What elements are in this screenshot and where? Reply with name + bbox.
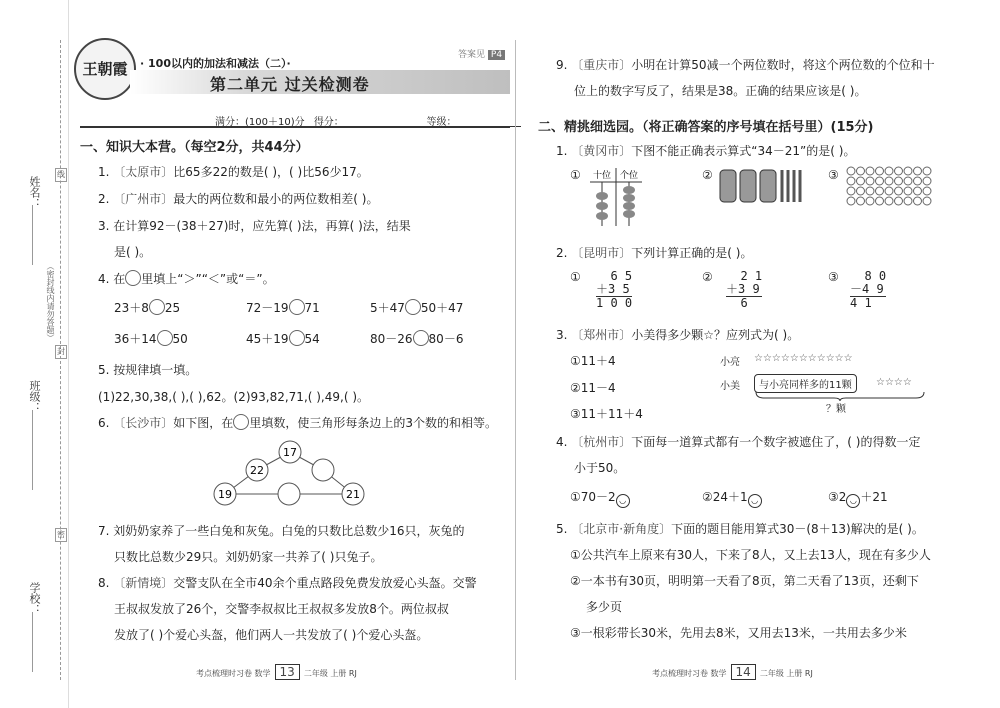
r4-opt3-tail: ＋21: [860, 490, 888, 504]
brand-logo: 王朝霞: [74, 38, 136, 100]
dots-picture: [846, 166, 936, 210]
r4-opt1-text: ①70－2: [570, 490, 616, 504]
footer-grade: 二年级 上册 RJ: [303, 669, 357, 678]
compare-left: 5＋47: [370, 301, 405, 315]
page-divider: [515, 40, 516, 680]
dot: [876, 177, 884, 185]
q2-text: 最大的两位数和最小的两位数相差( )。: [173, 192, 379, 206]
calc-mid: 3 5: [608, 282, 630, 296]
compare-item-1: [114, 299, 180, 316]
q6-text-b: 里填数，使三角形每条边上的3个数的和相等。: [249, 416, 497, 430]
calc-result: 6: [726, 296, 748, 310]
dot: [895, 177, 903, 185]
r4-option-1: [570, 488, 630, 508]
r2-text: 下列计算正确的是( )。: [631, 246, 753, 260]
dot: [885, 187, 893, 195]
abacus-tens-label: 十位: [592, 171, 612, 181]
q9-text-a: 小明在计算50减一个两位数时，将这个两位数的个位和十: [631, 58, 935, 72]
dot: [847, 167, 855, 175]
dot: [923, 197, 931, 205]
dot: [885, 197, 893, 205]
question-7-line-1: 7. 刘奶奶家养了一些白兔和灰兔。白兔的只数比总数少16只，灰兔的: [98, 524, 465, 538]
school-label: 学校：: [28, 582, 41, 615]
calc-top: 2 1: [726, 269, 763, 283]
choice-question-1: [556, 142, 855, 159]
q9-tag: 〔重庆市〕: [571, 58, 632, 72]
choice-question-2: [556, 244, 752, 261]
q2-tag: 〔广州市〕: [113, 192, 174, 206]
calc-result: 1 0 0: [596, 296, 633, 310]
compare-circle[interactable]: [289, 299, 305, 315]
dots-grid: [847, 167, 931, 205]
dot: [914, 197, 922, 205]
school-line: [32, 612, 33, 672]
question-7-line-2: 只数比总数少29只。刘奶奶家一共养了( )只兔子。: [114, 550, 383, 564]
r5-option-2-line-2: 多少页: [586, 600, 623, 614]
smiley-icon: ◡: [748, 494, 762, 508]
compare-circle[interactable]: [413, 330, 429, 346]
calc-top: 6 5: [596, 269, 633, 283]
triangle-diagram: [205, 436, 375, 516]
r4-number: 4.: [556, 435, 568, 449]
abacus-picture: [588, 166, 644, 228]
dot: [866, 167, 874, 175]
section-1-heading: 一、知识大本营。（每空2分，共44分）: [80, 140, 309, 155]
triangle-value-bottom-right: 21: [346, 488, 360, 501]
name-label: 姓名：: [28, 176, 41, 209]
question-1: [98, 163, 369, 180]
calc-result: 4 1: [850, 296, 872, 310]
seal-note: （密封线内请勿答题）: [46, 262, 55, 342]
question-8-line-1: [98, 574, 477, 591]
compare-left: 45＋19: [246, 332, 289, 346]
calc-mid: 4 9: [862, 282, 884, 296]
xiaomei-note: 与小亮同样多的11颗: [754, 374, 857, 393]
dot: [876, 197, 884, 205]
page-title: 第二单元 过关检测卷: [210, 75, 370, 94]
choice-question-4-line-2: 小于50。: [574, 461, 626, 475]
dot: [914, 177, 922, 185]
r3-option-1: ①11＋4: [570, 354, 616, 368]
r1-option-2-label: ②: [702, 168, 713, 182]
seal-mark-1: 线: [55, 168, 67, 182]
triangle-value-bottom-left: 19: [218, 488, 232, 501]
calc-top: 8 0: [850, 269, 887, 283]
q4-text-a: 4. 在: [98, 272, 126, 286]
seal-mark-3: 密: [55, 528, 67, 542]
dot: [885, 167, 893, 175]
dot: [904, 167, 912, 175]
footer-right: [652, 664, 813, 680]
r4-option-2: [702, 488, 762, 508]
xiaomei-stars: ☆☆☆☆: [876, 377, 912, 388]
dot: [895, 197, 903, 205]
dot: [876, 187, 884, 195]
xiaoliang-stars: ☆☆☆☆☆☆☆☆☆☆☆: [754, 353, 853, 364]
name-line: [32, 205, 33, 265]
dot: [866, 187, 874, 195]
compare-left: 80－26: [370, 332, 413, 346]
r4-tag: 〔杭州市〕: [571, 435, 632, 449]
seal-line: [60, 40, 61, 680]
compare-circle[interactable]: [405, 299, 421, 315]
calc-op: ＋: [726, 282, 739, 296]
r5-text: 下面的题目能用算式30－(8＋13)解决的是( )。: [671, 522, 924, 536]
dot: [904, 197, 912, 205]
full-marks: 满分：(100＋10)分: [215, 117, 305, 128]
compare-item-6: [370, 330, 463, 347]
compare-circle[interactable]: [289, 330, 305, 346]
compare-item-4: [114, 330, 188, 347]
question-8-line-3: 发放了( )个爱心头盔，他们两人一共发放了( )个爱心头盔。: [114, 628, 429, 642]
compare-left: 36＋14: [114, 332, 157, 346]
triangle-node-bottom-blank: [278, 483, 300, 505]
q6-number: 6.: [98, 416, 110, 430]
q2-number: 2.: [98, 192, 110, 206]
vertical-calc-2: [726, 270, 762, 310]
dot: [914, 187, 922, 195]
circle-icon: [125, 270, 141, 286]
r5-option-3: ③一根彩带长30米，先用去8米，又用去13米，一共用去多少米: [570, 626, 907, 640]
dot: [895, 167, 903, 175]
compare-right: 54: [304, 332, 320, 346]
dot: [895, 187, 903, 195]
r3-number: 3.: [556, 328, 568, 342]
calc-op: ＋: [596, 282, 609, 296]
calc-mid: 3 9: [738, 282, 760, 296]
r4-text-a: 下面每一道算式都有一个数字被遮住了，( )的得数一定: [631, 435, 921, 449]
compare-item-2: [246, 299, 320, 316]
dot: [857, 197, 865, 205]
r5-option-1: ①公共汽车上原来有30人，下来了8人，又上去13人，现在有多少人: [570, 548, 931, 562]
q8-number: 8.: [98, 576, 110, 590]
dot: [876, 167, 884, 175]
compare-circle[interactable]: [149, 299, 165, 315]
r2-option-2-label: ②: [702, 270, 713, 284]
triangle-value-left: 22: [250, 464, 264, 477]
r1-option-3-label: ③: [828, 168, 839, 182]
abacus-ones-label: 个位: [619, 171, 639, 181]
r2-number: 2.: [556, 246, 568, 260]
dot: [923, 177, 931, 185]
dot: [847, 197, 855, 205]
compare-left: 72－19: [246, 301, 289, 315]
compare-right: 71: [304, 301, 320, 315]
xiaomei-question: ？颗: [826, 404, 846, 415]
seal-mark-2: 封: [55, 345, 67, 359]
r3-tag: 〔郑州市〕: [571, 328, 632, 342]
footer-left: [196, 664, 357, 680]
dot: [923, 187, 931, 195]
compare-right: 25: [164, 301, 181, 315]
vertical-calc-1: [596, 270, 632, 310]
question-6: [98, 414, 497, 431]
question-9-line-1: [556, 56, 935, 73]
q9-number: 9.: [556, 58, 568, 72]
score-label: 得分：: [313, 117, 344, 128]
compare-item-5: [246, 330, 320, 347]
r3-text: 小美得多少颗☆？应列式为( )。: [631, 328, 800, 342]
question-5-text: (1)22,30,38,( ),( ),62。(2)93,82,71,( ),49,( )。: [98, 390, 370, 404]
xiaomei-label: 小美: [720, 381, 740, 392]
vertical-calc-3: [850, 270, 886, 310]
dot: [866, 197, 874, 205]
dot: [885, 177, 893, 185]
dot: [857, 177, 865, 185]
q4-text-b: 里填上“＞”“＜”或“＝”。: [141, 272, 275, 286]
binding-margin: [0, 0, 69, 708]
dot: [923, 167, 931, 175]
page-number: 14: [731, 664, 756, 680]
choice-question-5: [556, 520, 924, 537]
choice-question-3: [556, 326, 799, 343]
r3-option-3: ③11＋11＋4: [570, 407, 643, 421]
r2-tag: 〔昆明市〕: [571, 246, 632, 260]
circle-icon: [233, 414, 249, 430]
r5-option-2-line-1: ②一本书有30页，明明第一天看了8页，第二天看了13页，还剩下: [570, 574, 919, 588]
dot: [904, 187, 912, 195]
choice-question-4-line-1: [556, 433, 920, 450]
question-5: 5. 按规律填一填。: [98, 363, 198, 377]
r3-option-2: ②11－4: [570, 381, 616, 395]
question-3-line-2: 是( )。: [114, 245, 152, 259]
dot: [904, 177, 912, 185]
xiaoliang-label: 小亮: [720, 357, 740, 368]
dot: [847, 177, 855, 185]
question-4: [98, 270, 275, 287]
section-2-heading: 二、精挑细选园。（将正确答案的序号填在括号里）(15分): [538, 120, 874, 135]
compare-right: 50＋47: [420, 301, 464, 315]
answer-ref-page: P4: [488, 50, 505, 60]
question-8-line-2: 王叔叔发放了26个，交警李叔叔比王叔叔多发放8个。两位叔叔: [114, 602, 449, 616]
smiley-icon: ◡: [846, 494, 860, 508]
q8-tag: 〔新情境〕: [113, 576, 174, 590]
r2-option-3-label: ③: [828, 270, 839, 284]
compare-item-3: [370, 299, 463, 316]
answer-reference: [458, 47, 505, 60]
r1-number: 1.: [556, 144, 568, 158]
footer-grade: 二年级 上册 RJ: [759, 669, 813, 678]
compare-right: 80－6: [428, 332, 464, 346]
q1-tag: 〔太原市〕: [113, 165, 174, 179]
q6-tag: 〔长沙市〕: [113, 416, 174, 430]
q8-text-a: 交警支队在全市40余个重点路段免费发放爱心头盔。交警: [173, 576, 477, 590]
answer-ref-label: 答案见: [458, 50, 486, 60]
dot: [847, 187, 855, 195]
class-label: 班级：: [28, 380, 41, 413]
footer-series: 考点梳理时习卷 数学: [652, 669, 727, 678]
question-3-line-1: 3. 在计算92－(38＋27)时，应先算( )法，再算( )法，结果: [98, 219, 411, 233]
grade-label: 等级：: [426, 117, 457, 128]
question-9-line-2: 位上的数字写反了，结果是38。正确的结果应该是( )。: [574, 84, 867, 98]
smiley-icon: ◡: [616, 494, 630, 508]
header-rule: [80, 126, 510, 128]
r1-tag: 〔黄冈市〕: [571, 144, 632, 158]
footer-series: 考点梳理时习卷 数学: [196, 669, 271, 678]
compare-left: 23＋8: [114, 301, 149, 315]
dot: [857, 187, 865, 195]
r4-option-3: [828, 488, 888, 508]
calc-op: －: [850, 282, 863, 296]
sticks-picture: [718, 166, 808, 206]
dot: [866, 177, 874, 185]
r2-option-1-label: ①: [570, 270, 581, 284]
dot: [914, 167, 922, 175]
r5-number: 5.: [556, 522, 568, 536]
triangle-value-top: 17: [283, 446, 297, 459]
r1-option-1-label: ①: [570, 168, 581, 182]
page-number: 13: [275, 664, 300, 680]
r4-opt3-text: ③2: [828, 490, 847, 504]
q1-number: 1.: [98, 165, 110, 179]
r4-opt2-text: ②24＋1: [702, 490, 748, 504]
compare-right: 50: [172, 332, 188, 346]
unit-subtitle: · 100以内的加法和减法（二）·: [140, 57, 291, 70]
class-line: [32, 410, 33, 490]
q1-text: 比65多22的数是( )，( )比56少17。: [173, 165, 369, 179]
r5-tag: 〔北京市·新角度〕: [571, 522, 672, 536]
triangle-node-right-blank: [312, 459, 334, 481]
r1-text: 下图不能正确表示算式“34－21”的是( )。: [631, 144, 856, 158]
q6-text-a: 如下图，在: [173, 416, 234, 430]
question-2: [98, 190, 378, 207]
compare-circle[interactable]: [157, 330, 173, 346]
dot: [857, 167, 865, 175]
